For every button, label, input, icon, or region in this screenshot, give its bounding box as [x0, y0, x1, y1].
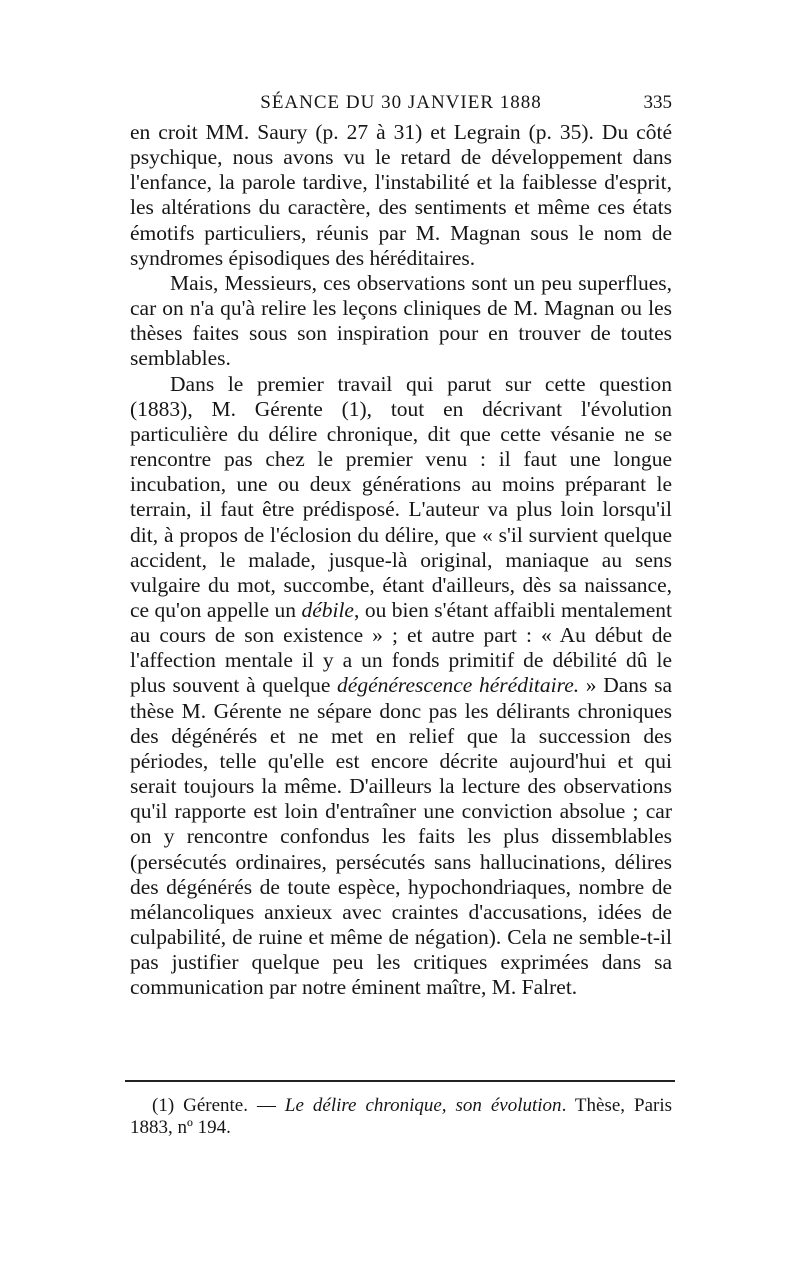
paragraph-2: Mais, Messieurs, ces observations sont un peu superflues, car on n'a qu'à relire les leçons cliniques de M. Magnan ou les thèses faites sous son inspiration pour en trouver de toutes semblables. [130, 270, 672, 371]
page-number: 335 [643, 92, 672, 113]
paragraph-1: en croit MM. Saury (p. 27 à 31) et Legrain (p. 35). Du côté psychique, nous avons vu le retard de développement dans l'enfance, la parole tardive, l'instabilité et la faiblesse d'esprit, les altérations du caractère, des sentiments et même ces états émotifs particuliers, réunis par M. Magnan sous le nom de syndromes épisodiques des héréditaires. [130, 120, 672, 270]
footnote-rule [125, 1080, 675, 1082]
footnote-suffix: . Thèse, Paris 1883, nº 194. [130, 1095, 673, 1138]
italic-debile: débile [301, 597, 354, 622]
footnote [130, 1095, 672, 1139]
page-header [130, 92, 672, 116]
paragraph-3 [130, 372, 672, 1001]
paragraph-3-part-a: Dans le premier travail qui parut sur cette question (1883), M. Gérente (1), tout en décrivant l'évolution particulière du délire chronique, dit que cette vésanie ne se rencontre pas chez le premier venu : il faut une longue incubation, une ou deux générations au moins préparant le terrain, il faut être prédisposé. L'auteur va plus loin lorsqu'il dit, à propos de l'éclosion du délire, que « s'il survient quelque accident, le malade, jusque-là original, maniaque au sens vulgaire du mot, succombe, étant d'ailleurs, dès sa naissance, ce qu'on appelle un [130, 371, 672, 622]
footnote-title: Le délire chronique, son évolution [284, 1095, 562, 1116]
italic-degenerescence: dégénérescence héréditaire. [337, 673, 580, 698]
paragraph-3-part-c: » Dans sa thèse M. Gérente ne sépare donc pas les délirants chroniques des dégénérés et ne met en relief que la succession des périodes, telle qu'elle est encore décrite aujourd'hui et qui serait toujours la même. D'ailleurs la lecture des observations qu'il rapporte est loin d'entraîner une conviction absolue ; car on y rencontre confondus les faits les plus dissemblables (persécutés ordinaires, persécutés sans hallucinations, délires des dégénérés de toute espèce, hypochondriaques, nombre de mélancoliques anxieux avec craintes d'accusations, idées de culpabilité, de ruine et même de négation). Cela ne semble-t-il pas justifier quelque peu les critiques exprimées dans sa communication par notre éminent maître, M. Falret. [130, 673, 673, 1000]
footnote-prefix: (1) Gérente. — [152, 1095, 285, 1116]
main-text [130, 120, 672, 1000]
running-head: SÉANCE DU 30 JANVIER 1888 [260, 92, 542, 113]
paragraph-3-part-b: , ou bien s'étant affaibli mentalement au cours de son existence » ; et autre part : « Au début de l'affection mentale il y a un fonds primitif de débilité dû le plus souvent à quelque [130, 597, 672, 698]
footnote-1 [130, 1095, 672, 1139]
